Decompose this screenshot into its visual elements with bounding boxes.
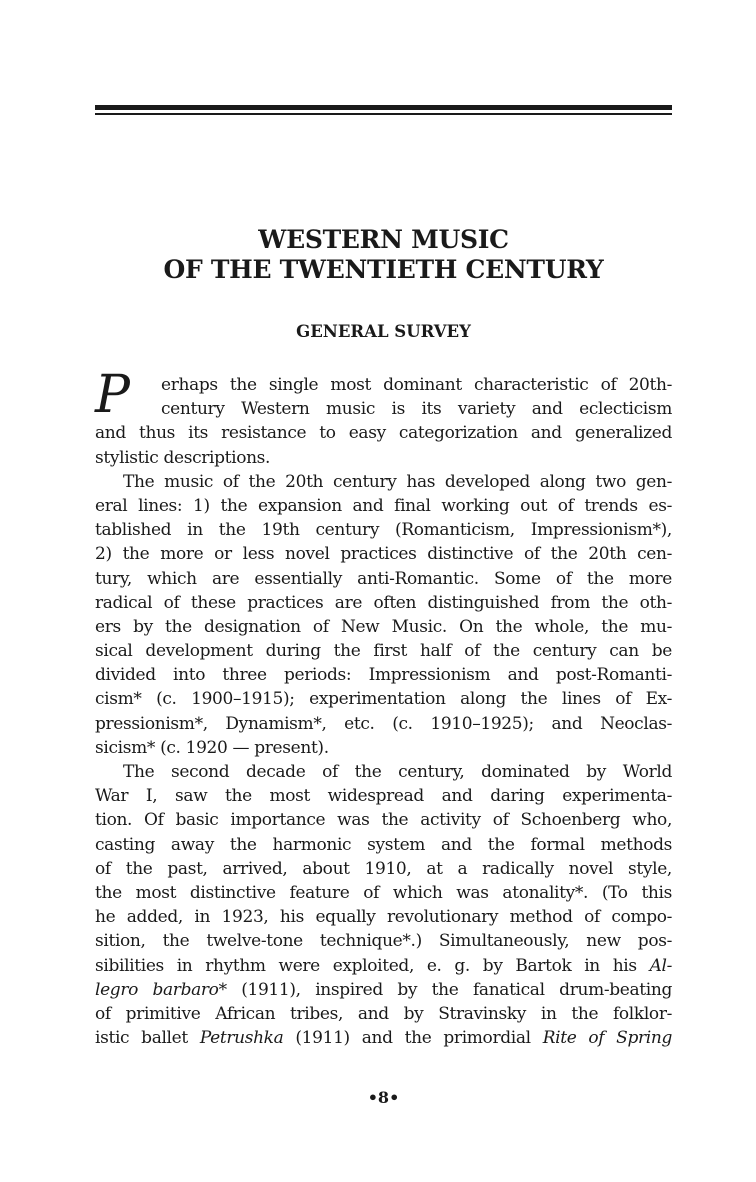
text-line: the most distinctive feature of which was atonality*. (To this bbox=[95, 882, 672, 903]
text-line: pressionism*, Dynamism*, etc. (c. 1910–1925); and Neoclas- bbox=[95, 713, 672, 734]
text-line: sition, the twelve-tone technique*.) Simultaneously, new pos- bbox=[95, 931, 672, 952]
top-rule-thick bbox=[95, 105, 672, 110]
chapter-title bbox=[95, 225, 672, 285]
text-line: and thus its resistance to easy categorization and generalized bbox=[95, 423, 672, 444]
text-line: radical of these practices are often distinguished from the oth- bbox=[95, 592, 672, 613]
text-line: tury, which are essentially anti-Romantic. Some of the more bbox=[95, 568, 672, 589]
text-line: erhaps the single most dominant characteristic of 20th- bbox=[161, 375, 672, 395]
text-line: The second decade of the century, dominated by World bbox=[123, 762, 672, 782]
text-line: of primitive African tribes, and by Stravinsky in the folklor- bbox=[95, 1003, 672, 1024]
text-line: cism* (c. 1900–1915); experimentation along the lines of Ex- bbox=[95, 689, 672, 710]
text-line: eral lines: 1) the expansion and final working out of trends es- bbox=[95, 495, 672, 516]
text-line bbox=[95, 954, 672, 978]
text-line: divided into three periods: Impressionism and post-Romanti- bbox=[95, 665, 672, 686]
drop-cap: P bbox=[95, 365, 130, 425]
top-rule-thin bbox=[95, 113, 672, 115]
text-line: he added, in 1923, his equally revolutionary method of compo- bbox=[95, 907, 672, 928]
italic-title: legro barbaro bbox=[95, 979, 219, 1000]
text-line: tion. Of basic importance was the activity of Schoenberg who, bbox=[95, 810, 672, 831]
page-number: •8• bbox=[367, 1088, 400, 1107]
text-line: ers by the designation of New Music. On the whole, the mu- bbox=[95, 616, 672, 637]
italic-title: Petrushka bbox=[199, 1028, 284, 1049]
text-line: century Western music is its variety and eclecticism bbox=[161, 399, 672, 420]
text-line: sicism* (c. 1920 — present). bbox=[95, 737, 329, 758]
text-segment: istic ballet bbox=[95, 1028, 188, 1049]
text-segment: sibilities in rhythm were exploited, e. g. by Bartok in his bbox=[95, 955, 637, 976]
chapter-title-line-2: OF THE TWENTIETH CENTURY bbox=[163, 255, 604, 284]
chapter-title-line-1: WESTERN MUSIC bbox=[258, 225, 509, 254]
text-line bbox=[95, 1026, 672, 1050]
text-line: of the past, arrived, about 1910, at a radically novel style, bbox=[95, 858, 672, 879]
italic-title: Al- bbox=[649, 955, 672, 976]
text-line bbox=[95, 978, 672, 1002]
text-line: 2) the more or less novel practices distinctive of the 20th cen- bbox=[95, 544, 672, 565]
text-line: stylistic descriptions. bbox=[95, 447, 271, 468]
text-line: The music of the 20th century has developed along two gen- bbox=[123, 471, 672, 492]
text-line: sical development during the first half of the century can be bbox=[95, 641, 672, 662]
body-text bbox=[95, 365, 672, 1050]
text-segment: (1911) and the primordial bbox=[295, 1028, 531, 1049]
text-line: casting away the harmonic system and the formal methods bbox=[95, 834, 672, 855]
text-line: tablished in the 19th century (Romanticism, Impressionism*), bbox=[95, 520, 672, 541]
section-heading: GENERAL SURVEY bbox=[296, 322, 471, 341]
text-segment: * (1911), inspired by the fanatical drum-beating bbox=[218, 979, 672, 1000]
italic-title: Rite of Spring bbox=[542, 1028, 672, 1049]
text-line: War I, saw the most widespread and daring experimenta- bbox=[95, 786, 672, 807]
